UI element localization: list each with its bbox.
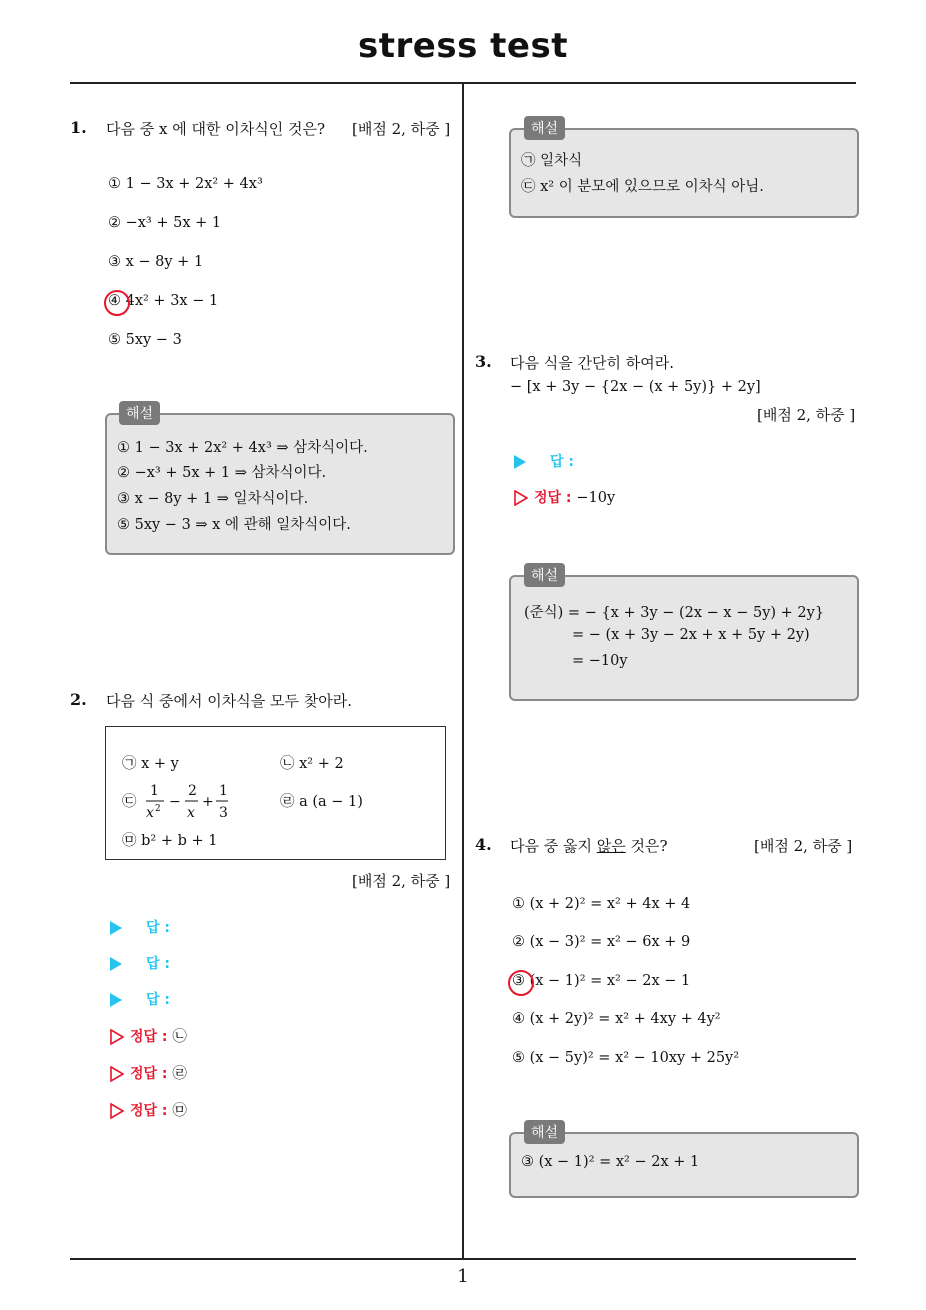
q3-number: 3. bbox=[475, 352, 492, 371]
play-triangle-icon bbox=[514, 455, 526, 469]
svg-text:x: x bbox=[187, 805, 195, 821]
q1-option-3[interactable]: ③ x − 8y + 1 bbox=[108, 254, 204, 270]
q4-score: [배점 2, 하중 ] bbox=[754, 837, 853, 855]
marked-answer-circle-icon bbox=[104, 290, 130, 316]
q2-correct-answer: 정답 : ㉤ bbox=[110, 1099, 187, 1120]
q2-solution-label: 해설 bbox=[524, 116, 565, 140]
q1-solution-line: ② −x³ + 5x + 1 ⇒ 삼차식이다. bbox=[117, 465, 327, 481]
q2-number: 2. bbox=[70, 690, 87, 709]
q1-solution-line: ③ x − 8y + 1 ⇒ 일차식이다. bbox=[117, 491, 309, 507]
svg-text:2: 2 bbox=[155, 804, 161, 814]
footer-rule bbox=[70, 1258, 856, 1260]
outline-triangle-icon bbox=[110, 1029, 124, 1045]
q2-correct-answer: 정답 : ㉣ bbox=[110, 1062, 187, 1083]
q2-item-e: ㉤ b² + b + 1 bbox=[122, 833, 218, 849]
q4-solution-label: 해설 bbox=[524, 1120, 565, 1144]
q1-number: 1. bbox=[70, 118, 87, 137]
q4-option-4[interactable]: ④ (x + 2y)² = x² + 4xy + 4y² bbox=[512, 1011, 721, 1027]
q2-answer-field[interactable]: 답 : bbox=[110, 989, 170, 1009]
q1-solution-label: 해설 bbox=[119, 401, 160, 425]
q2-item-b: ㉡ x² + 2 bbox=[280, 756, 344, 772]
outline-triangle-icon bbox=[514, 490, 528, 506]
q1-score: [배점 2, 하중 ] bbox=[352, 120, 451, 138]
svg-text:+: + bbox=[202, 794, 214, 810]
column-divider bbox=[462, 84, 464, 1260]
svg-text:x: x bbox=[146, 805, 154, 821]
q1-solution-line: ⑤ 5xy − 3 ⇒ x 에 관해 일차식이다. bbox=[117, 517, 351, 533]
q4-solution-line: ③ (x − 1)² = x² − 2x + 1 bbox=[521, 1154, 700, 1170]
q3-answer-field[interactable]: 답 : bbox=[514, 451, 574, 471]
q3-solution-line: = −10y bbox=[572, 653, 628, 669]
q4-option-3[interactable]: ③ (x − 1)² = x² − 2x − 1 bbox=[512, 973, 691, 989]
q3-expression: − [x + 3y − {2x − (x + 5y)} + 2y] bbox=[510, 379, 761, 395]
svg-text:3: 3 bbox=[219, 805, 228, 821]
outline-triangle-icon bbox=[110, 1066, 124, 1082]
svg-text:1: 1 bbox=[219, 783, 228, 799]
page-title: stress test bbox=[358, 26, 568, 66]
q4-text: 다음 중 옳지 않은 것은? bbox=[510, 837, 668, 855]
q4-option-2[interactable]: ② (x − 3)² = x² − 6x + 9 bbox=[512, 934, 691, 950]
q3-solution-line: (준식) = − {x + 3y − (2x − x − 5y) + 2y} bbox=[524, 605, 825, 621]
q3-correct-answer: 정답 : −10y bbox=[514, 487, 615, 507]
play-triangle-icon bbox=[110, 993, 122, 1007]
svg-text:−: − bbox=[169, 794, 181, 810]
q2-correct-answer: 정답 : ㉡ bbox=[110, 1025, 187, 1046]
q4-option-1[interactable]: ① (x + 2)² = x² + 4x + 4 bbox=[512, 896, 691, 912]
outline-triangle-icon bbox=[110, 1103, 124, 1119]
q2-answer-field[interactable]: 답 : bbox=[110, 917, 170, 937]
q1-option-2[interactable]: ② −x³ + 5x + 1 bbox=[108, 215, 222, 231]
q2-item-a: ㉠ x + y bbox=[122, 756, 179, 772]
q3-solution-label: 해설 bbox=[524, 563, 565, 587]
q2-answer-field[interactable]: 답 : bbox=[110, 953, 170, 973]
q3-score: [배점 2, 하중 ] bbox=[757, 406, 856, 424]
q2-solution-line: ㉠ 일차식 bbox=[521, 153, 583, 169]
q2-score: [배점 2, 하중 ] bbox=[352, 872, 451, 890]
page-number: 1 bbox=[457, 1266, 469, 1287]
q3-text: 다음 식을 간단히 하여라. bbox=[510, 354, 674, 372]
marked-answer-circle-icon bbox=[508, 970, 534, 996]
q2-solution-line: ㉢ x² 이 분모에 있으므로 이차식 아님. bbox=[521, 179, 764, 195]
q2-item-d: ㉣ a (a − 1) bbox=[280, 794, 363, 810]
play-triangle-icon bbox=[110, 921, 122, 935]
q2-item-c-fraction bbox=[144, 780, 234, 822]
q1-option-1[interactable]: ① 1 − 3x + 2x² + 4x³ bbox=[108, 176, 263, 192]
q1-solution-line: ① 1 − 3x + 2x² + 4x³ ⇒ 삼차식이다. bbox=[117, 440, 368, 456]
play-triangle-icon bbox=[110, 957, 122, 971]
q1-option-4[interactable]: ④ 4x² + 3x − 1 bbox=[108, 293, 219, 309]
q3-solution-line: = − (x + 3y − 2x + x + 5y + 2y) bbox=[572, 627, 810, 643]
q4-option-5[interactable]: ⑤ (x − 5y)² = x² − 10xy + 25y² bbox=[512, 1050, 740, 1066]
svg-text:2: 2 bbox=[188, 783, 197, 799]
q2-text: 다음 식 중에서 이차식을 모두 찾아라. bbox=[106, 692, 352, 710]
q4-number: 4. bbox=[475, 835, 492, 854]
q1-option-5[interactable]: ⑤ 5xy − 3 bbox=[108, 332, 182, 348]
q1-text: 다음 중 x 에 대한 이차식인 것은? bbox=[106, 120, 325, 138]
q2-solution-box bbox=[509, 128, 859, 218]
q2-item-c-label: ㉢ bbox=[122, 794, 137, 810]
svg-text:1: 1 bbox=[150, 783, 159, 799]
